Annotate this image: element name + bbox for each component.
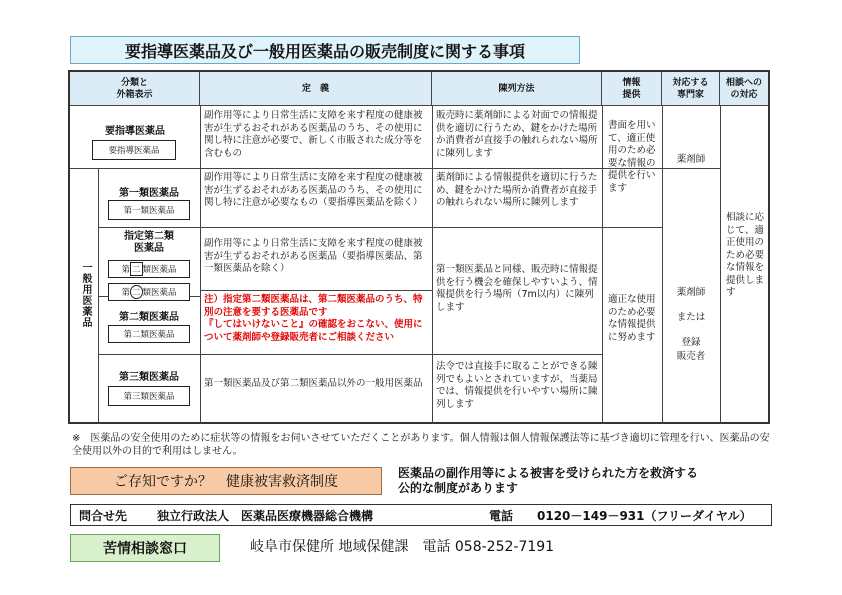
category-class2-designated: 指定第二類 医薬品 <box>124 231 174 254</box>
consultation-response: 相談に応じて、適正使用のため必要な情報を提供します <box>726 212 765 298</box>
header-consult: 相談への の対応 <box>725 78 762 100</box>
relief-system-description: 医薬品の副作用等による被害を受けられた方を救済する 公的な制度があります <box>398 466 699 495</box>
definition-guidance: 副作用等により日常生活に支障を来す程度の健康被害が生ずるおそれがある医薬品のうち、その使用に関し特に注意が必要で、新しく市販された成分等を含むもの <box>204 110 423 159</box>
package-label-class1: 第一類医薬品 <box>108 200 190 220</box>
display-class2: 第一類医薬品と同様、販売時に情報提供を行う機会を確保しやすいよう、情報提供を行う場所（7m以内）に陳列します <box>436 264 598 313</box>
package-label-guidance: 要指導医薬品 <box>92 140 176 160</box>
display-guidance: 販売時に薬剤師による対面での情報提供を適切に行うため、鍵をかけた場所か消費者が直接手の触れられない場所に陳列します <box>436 110 598 159</box>
expert-pharmacist-2: 薬剤師 <box>676 287 706 298</box>
header-definition: 定 義 <box>200 72 432 106</box>
privacy-footnote: ※ 医薬品の安全使用のために症状等の情報をお伺いさせていただくことがあります。個人情報は個人情報保護法等に基づき適切に管理を行い、医薬品の安全使用以外の目的で利用はしません。 <box>72 433 770 457</box>
display-class3: 法令では直接手に取ることができる陳列でもよいとされていますが、当薬局では、情報提供を行いやすい場所に陳列します <box>436 361 598 410</box>
definition-class1: 副作用等により日常生活に支障を来す程度の健康被害が生ずるおそれがある医薬品のうち、その使用に関し特に注意が必要なもの（要指導医薬品を除く） <box>204 172 423 208</box>
definition-class3: 第一類医薬品及び第二類医薬品以外の一般用医薬品 <box>204 378 423 389</box>
category-class3: 第三類医薬品 <box>119 372 179 383</box>
package-label-class2-designated-a: 第 二 類医薬品 <box>108 260 190 278</box>
contact-label: 問合せ先 <box>79 508 128 523</box>
category-guidance: 要指導医薬品 <box>105 126 165 137</box>
header-expert: 対応する 専門家 <box>662 72 720 106</box>
package-label-class2: 第二類医薬品 <box>108 325 190 343</box>
designated-note: 注）指定第二類医薬品は、第二類医薬品のうち、特別の注意を要する医薬品です <box>204 294 423 318</box>
expert-or: または <box>676 312 706 323</box>
category-class1: 第一類医薬品 <box>119 188 179 199</box>
contact-bar <box>70 504 772 526</box>
definition-class2: 副作用等により日常生活に支障を来す程度の健康被害が生ずるおそれがある医薬品（要指導医薬品、第一類医薬品を除く） <box>204 238 423 274</box>
complaint-office: 岐阜市保健所 地域保健課 電話 058-252-7191 <box>250 539 555 555</box>
package-label-class3: 第三類医薬品 <box>108 386 190 406</box>
relief-system-banner: ご存知ですか？ 健康被害救済制度 <box>70 467 382 495</box>
contact-tel-label: 電話 <box>489 508 514 523</box>
display-class1: 薬剤師による情報提供を適切に行うため、鍵をかけた場所か消費者が直接手の触れられない場所に陳列します <box>436 172 598 208</box>
category-class2: 第二類医薬品 <box>119 312 179 323</box>
sales-system-table <box>68 70 770 424</box>
designated-caution: 『してはいけないこと』の確認をおこない、使用について薬剤師や登録販売者にご相談ください <box>204 319 423 343</box>
expert-pharmacist: 薬剤師 <box>676 154 706 165</box>
complaint-window-label: 苦情相談窓口 <box>70 534 220 562</box>
info-provision-bottom: 適正な使用のため必要な情報提供に努めます <box>608 294 656 343</box>
contact-organization: 独立行政法人 医薬品医療機器総合機構 <box>157 508 374 523</box>
page-title: 要指導医薬品及び一般用医薬品の販売制度に関する事項 <box>70 36 580 64</box>
header-display: 陳列方法 <box>432 72 602 106</box>
package-label-class2-designated-b: 第 二 類医薬品 <box>108 283 190 301</box>
expert-registered-seller: 登録 販売者 <box>676 337 706 362</box>
contact-phone[interactable]: 0120－149－931（フリーダイヤル） <box>537 508 752 523</box>
header-info: 情報 提供 <box>602 72 662 106</box>
info-provision-top: 書面を用いて、適正使用のため必要な情報の提供を行います <box>608 120 656 194</box>
general-medicine-label: 一般用医薬品 <box>80 262 91 328</box>
header-category: 分類と 外箱表示 <box>70 72 200 106</box>
